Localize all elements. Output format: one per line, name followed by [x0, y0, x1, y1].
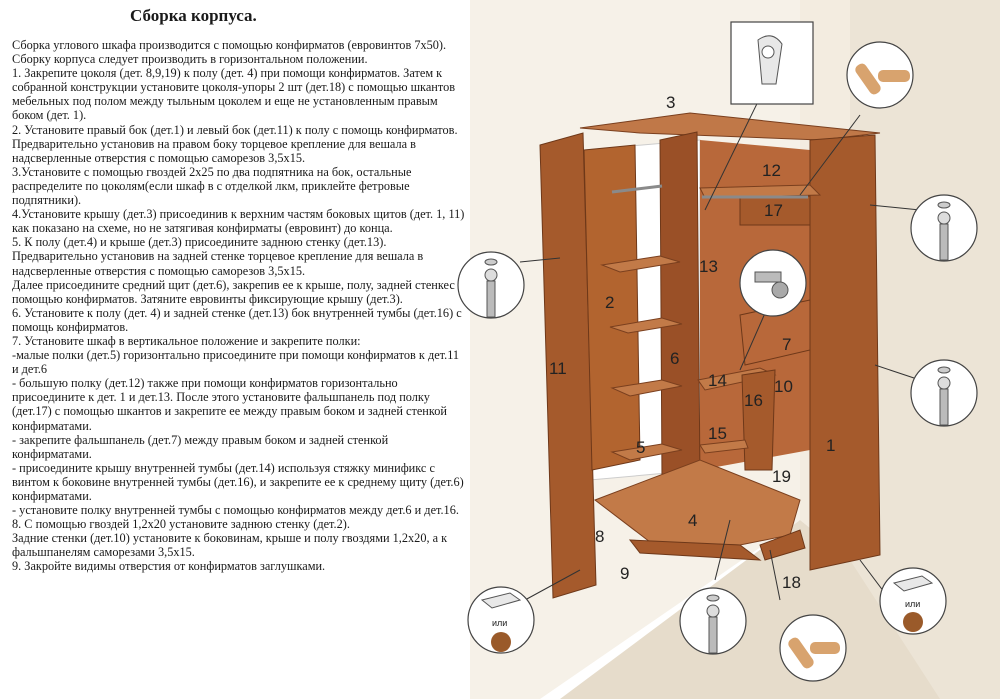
- part-label-7: 7: [782, 335, 792, 354]
- dowel-detail: [847, 42, 913, 108]
- intro-paragraph: Сборка углового шкафа производится с помощью конфирматов (евровинтов 7х50). Сборку корпуса следует производить в горизонтальном положении.: [12, 38, 447, 67]
- dowel-detail-bottom: [780, 615, 846, 681]
- screw-detail-bottom: [680, 588, 746, 654]
- part-label-17: 17: [764, 201, 783, 220]
- part-label-6: 6: [670, 349, 680, 368]
- part-label-13: 13: [699, 257, 718, 276]
- part-label-11: 11: [549, 359, 567, 378]
- part-label-3: 3: [666, 93, 676, 112]
- part-label-10: 10: [774, 377, 793, 396]
- part-label-4: 4: [688, 511, 698, 530]
- step-paragraph: 7. Установите шкаф в вертикальное положение и закрепите полки:: [12, 333, 361, 348]
- page-title: Сборка корпуса.: [130, 6, 257, 25]
- part-label-9: 9: [620, 564, 630, 583]
- part-label-14: 14: [708, 371, 727, 390]
- part-label-1: 1: [826, 436, 836, 455]
- step-paragraph: - присоедините крышу внутренней тумбы (дет.14) используя стяжку минификс с винтом к боковине внутренней тумбы (дет.16), и закрепите ее к среднему щиту (дет.6) конфирматами.: [12, 460, 464, 503]
- or-label: или: [905, 599, 921, 609]
- part-label-16: 16: [744, 391, 763, 410]
- step-paragraph: 8. С помощью гвоздей 1,2х20 установите заднюю стенку (дет.2).: [12, 517, 350, 532]
- screw-detail-left: [458, 252, 524, 318]
- part-label-2: 2: [605, 293, 615, 312]
- part-label-19: 19: [772, 467, 791, 486]
- hanger-bracket-detail: [731, 22, 813, 104]
- part-label-8: 8: [595, 527, 605, 546]
- step-paragraph: - установите полку внутренней тумбы с помощью конфирматов между дет.6 и дет.16.: [12, 503, 459, 518]
- step-paragraph: -малые полки (дет.5) горизонтально присоедините при помощи конфирматов к дет.11 и дет.6: [12, 348, 460, 377]
- step-paragraph: 4.Установите крышу (дет.3) присоединив к верхним частям боковых щитов (дет. 1, 11) как показано на схеме, но не затягивая конфирматы (евровинт) до конца.: [12, 207, 465, 236]
- step-paragraph: 6. Установите к полу (дет. 4) и задней стенке (дет.13) бок внутренней тумбы (дет.16) с помощь конфирматов.: [12, 305, 462, 334]
- wardrobe-assembly-diagram: [455, 0, 1000, 699]
- step-paragraph: 5. К полу (дет.4) и крыше (дет.3) присоедините заднюю стенку (дет.13). Предварительно установив на задней стенке торцевое крепление для вешала в надсверленные отверстия с помощью саморезов 3,5х15.: [12, 235, 424, 278]
- minifix-detail: [740, 250, 806, 316]
- part-label-5: 5: [636, 438, 646, 457]
- right-side-panel: [810, 135, 880, 570]
- step-paragraph: - большую полку (дет.12) также при помощи конфирматов горизонтально присоедините к дет. 1 и дет.13. После этого установите фальшпанель под полку (дет.17) с помощью шкантов и закрепите ее между правым боком и задней стенкой конфирматами.: [12, 376, 447, 433]
- step-paragraph: Далее присоедините средний щит (дет.6), закрепив ее к крыше, полу, задней стенкес помощью конфирматов. Затяните евровинты фиксирующие крышу (дет.3).: [12, 277, 455, 306]
- middle-panel-6: [660, 132, 700, 480]
- step-paragraph: 2. Установите правый бок (дет.1) и левый бок (дет.11) к полу с помощь конфирматов. Предварительно установив на правом боку торцевое крепление для вешала в надсверленные отверстия с помощью саморезов 3,5х15.: [12, 122, 458, 165]
- part-label-15: 15: [708, 424, 727, 443]
- part-label-18: 18: [782, 573, 801, 592]
- step-paragraph: 3.Установите с помощью гвоздей 2х25 по два подпятника на бок, остальные распределите по цоколям(если шкаф в с отделкой лкм, приклейте фетровые подпятники).: [12, 164, 412, 208]
- instructions-text: [12, 38, 467, 574]
- step-paragraph: 9. Закройте видимы отверстия от конфирматов заглушками.: [12, 559, 326, 574]
- screw-detail-right-bottom: [911, 360, 977, 426]
- screw-detail-right-top: [911, 195, 977, 261]
- step-paragraph: 1. Закрепите цоколя (дет. 8,9,19) к полу (дет. 4) при помощи конфирматов. Затем к собранной конструкции установите цоколя-упоры 2 шт (дет.18) с помощью шкантов мебельных под полом между тыльным цоколем и еще не установленным правым боком (дет. 1).: [12, 66, 456, 123]
- step-paragraph: - закрепите фальшпанель (дет.7) между правым боком и задней стенкой конфирматами.: [12, 432, 389, 461]
- foot-pad-options-right: [880, 568, 946, 634]
- inner-cabinet-side-16: [742, 370, 775, 470]
- foot-pad-options-left: [468, 587, 534, 653]
- part-label-12: 12: [762, 161, 781, 180]
- step-paragraph: Задние стенки (дет.10) установите к боковинам, крыше и полу гвоздями 1,2х20, а к фальшпанелям саморезами 3,5х15.: [12, 531, 448, 560]
- or-label: или: [492, 618, 508, 628]
